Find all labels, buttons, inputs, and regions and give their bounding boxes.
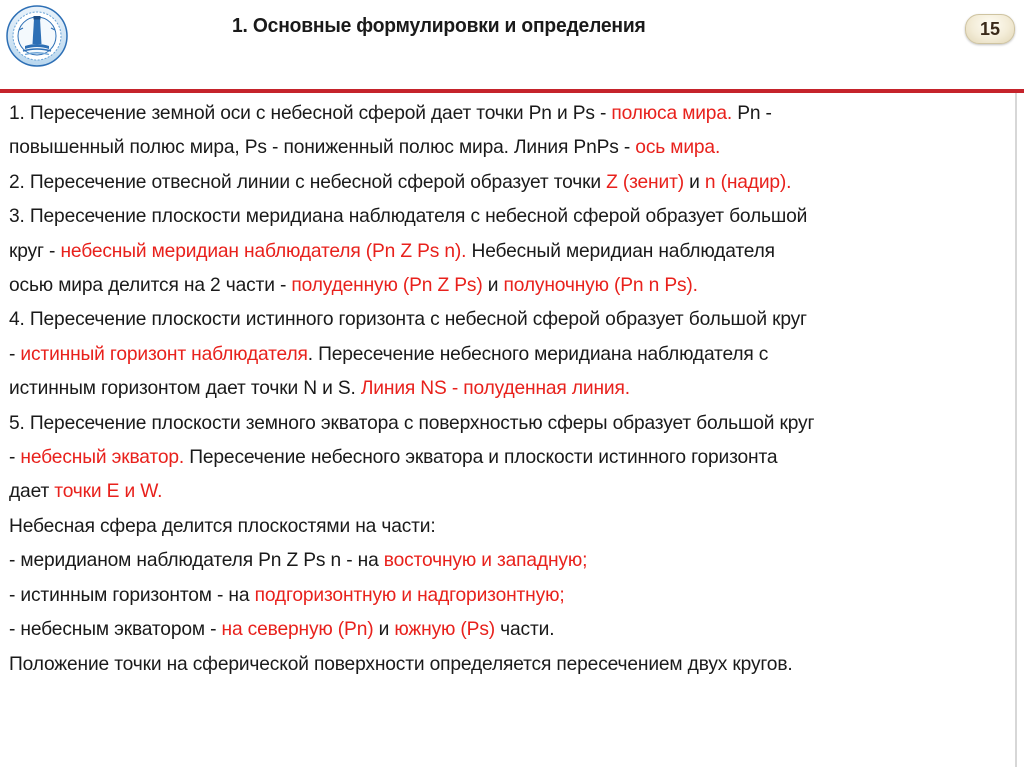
highlighted-term: подгоризонтную и надгоризонтную; <box>254 584 565 606</box>
slide-title: 1. Основные формулировки и определения <box>232 14 646 37</box>
highlighted-term: ось мира. <box>635 137 721 159</box>
text-run: круг - <box>9 240 61 262</box>
text-run: - небесным экватором - <box>9 619 222 641</box>
text-run: истинным горизонтом дает точки N и S. <box>9 378 361 400</box>
highlighted-term: точки E и W. <box>54 481 163 503</box>
text-run: осью мира делится на 2 части - <box>9 275 292 297</box>
text-line <box>9 648 1014 682</box>
text-line <box>9 475 1014 509</box>
text-line <box>9 613 1014 647</box>
text-run: - меридианом наблюдателя Pn Z Ps n - на <box>9 550 384 572</box>
text-line <box>9 338 1014 372</box>
text-line <box>9 131 1014 165</box>
text-line <box>9 166 1014 200</box>
text-run: - <box>9 343 21 365</box>
text-run: Пересечение небесного экватора и плоскости истинного горизонта <box>184 447 778 469</box>
lighthouse-emblem-icon <box>5 4 69 68</box>
text-line <box>9 510 1014 544</box>
highlighted-term: Линия NS - полуденная линия. <box>360 378 630 400</box>
slide-body-text <box>9 97 1014 682</box>
highlighted-term: небесный меридиан наблюдателя (Pn Z Ps n). <box>60 240 467 262</box>
text-run: и <box>373 619 395 641</box>
highlighted-term: n (надир). <box>704 171 792 193</box>
text-run: части. <box>495 619 555 641</box>
text-run: - <box>9 447 21 469</box>
text-run: дает <box>9 481 55 503</box>
highlighted-term: полуденную (Pn Z Ps) <box>291 275 483 297</box>
text-line <box>9 303 1014 337</box>
text-run: Pn - <box>732 103 772 124</box>
text-line <box>9 441 1014 475</box>
university-logo <box>5 4 69 68</box>
text-run: 1. Пересечение земной оси с небесной сферой дает точки Pn и Ps - <box>9 103 612 124</box>
text-line <box>9 269 1014 303</box>
highlighted-term: на северную (Pn) <box>221 619 374 641</box>
text-line <box>9 235 1014 269</box>
highlighted-term: Z (зенит) <box>606 171 684 193</box>
highlighted-term: южную (Ps) <box>394 619 495 641</box>
text-line <box>9 407 1014 441</box>
text-run: . Пересечение небесного меридиана наблюдателя с <box>307 343 769 365</box>
text-line <box>9 200 1014 234</box>
text-line <box>9 372 1014 406</box>
text-run: и <box>683 171 705 193</box>
highlighted-term: истинный горизонт наблюдателя <box>20 343 308 365</box>
text-run: 3. Пересечение плоскости меридиана наблюдателя с небесной сферой образует большой <box>9 206 808 228</box>
highlighted-term: восточную и западную; <box>383 550 588 572</box>
text-run: 2. Пересечение отвесной линии с небесной сферой образует точки <box>9 171 607 193</box>
text-run: 5. Пересечение плоскости земного экватора с поверхностью сферы образует большой круг <box>9 412 815 434</box>
highlighted-term: полуночную (Pn n Ps). <box>503 275 698 297</box>
text-run: Небесный меридиан наблюдателя <box>466 240 775 262</box>
text-run: Небесная сфера делится плоскостями на части: <box>9 515 436 537</box>
text-line <box>9 97 1014 131</box>
text-run: 4. Пересечение плоскости истинного горизонта с небесной сферой образует большой круг <box>9 309 807 331</box>
highlighted-term: небесный экватор. <box>20 447 185 469</box>
text-run: Положение точки на сферической поверхности определяется пересечением двух кругов. <box>9 653 793 675</box>
text-run: повышенный полюс мира, Ps - пониженный полюс мира. Линия PnPs - <box>9 137 636 159</box>
highlighted-term: полюса мира. <box>611 103 733 124</box>
text-run: - истинным горизонтом - на <box>9 584 255 606</box>
text-line <box>9 579 1014 613</box>
slide-header <box>0 0 1024 74</box>
page-number-badge: 15 <box>965 14 1015 44</box>
text-run: и <box>482 275 504 297</box>
text-line <box>9 544 1014 578</box>
